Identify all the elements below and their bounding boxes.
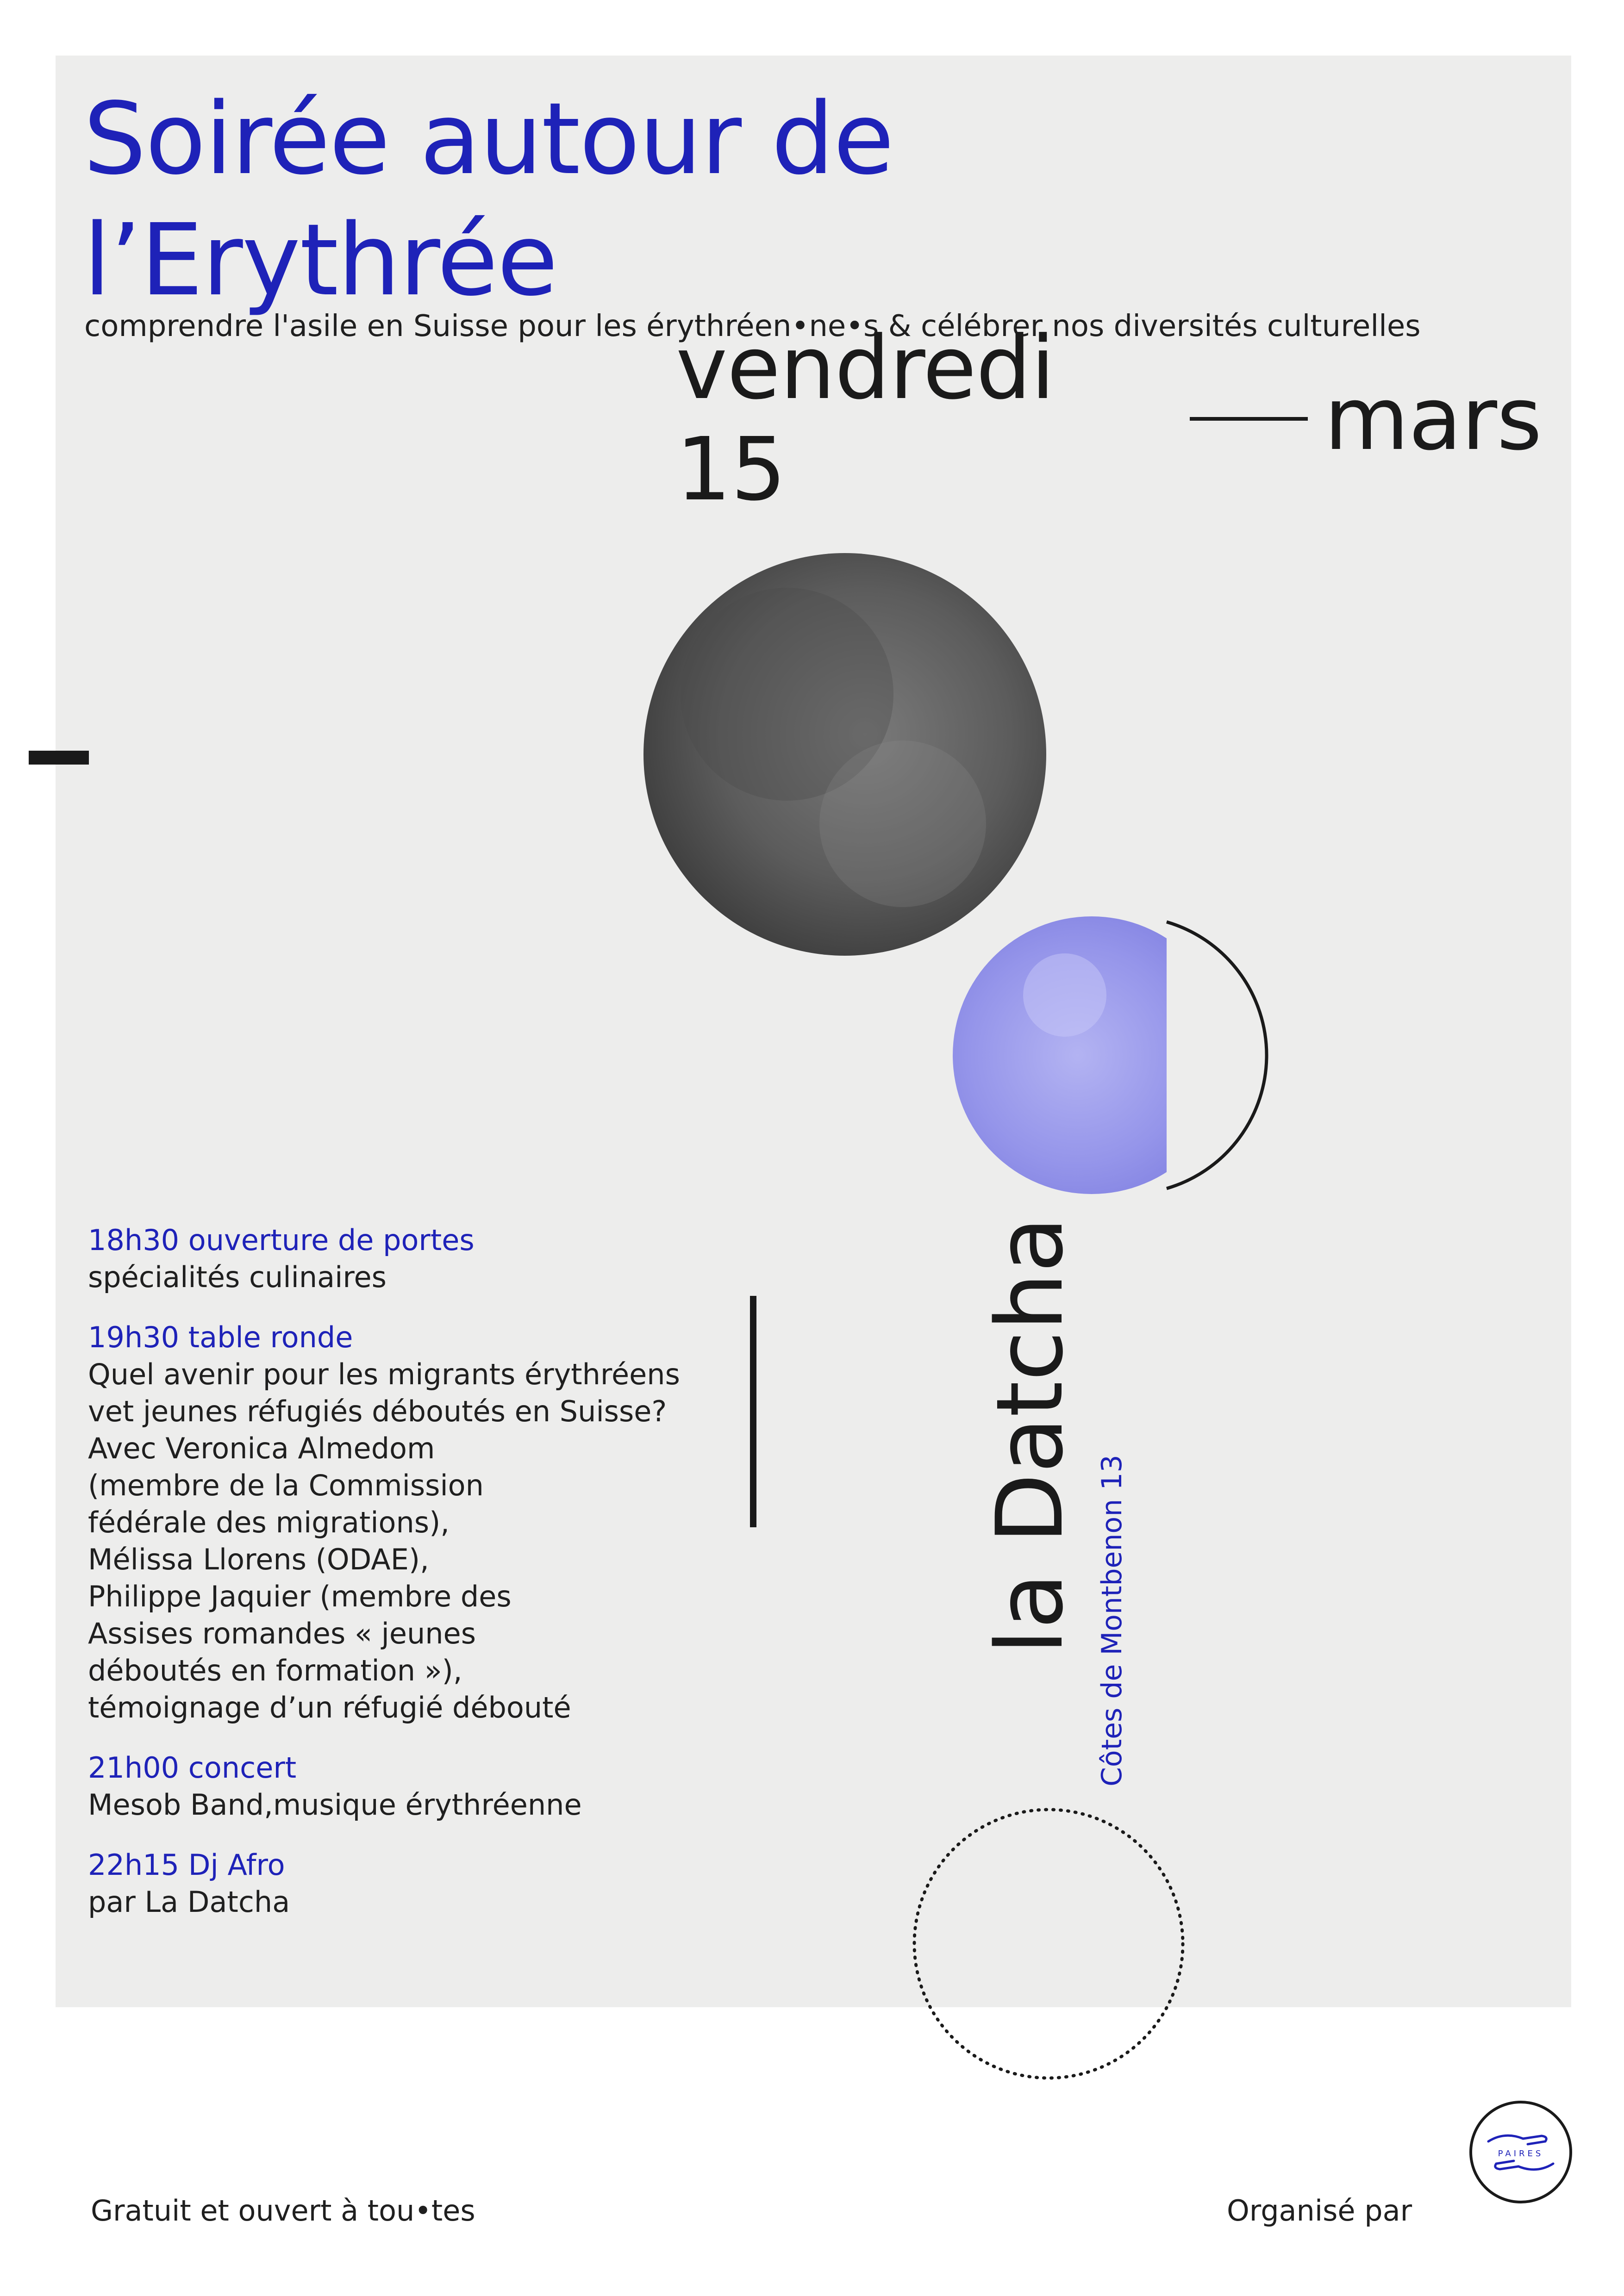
outline-half-circle [1167, 922, 1267, 1188]
program-line: déboutés en formation »), [88, 1654, 462, 1687]
program-item [88, 1319, 736, 1726]
program-line: Mélissa Llorens (ODAE), [88, 1543, 429, 1576]
program-time: 22h15 Dj Afro [88, 1848, 285, 1882]
program-time: 18h30 ouverture de portes [88, 1223, 475, 1257]
logo-text: PAIRES [1498, 2149, 1544, 2159]
program-line: Philippe Jaquier (membre des [88, 1580, 512, 1613]
organizer-label: Organisé par [1227, 2194, 1412, 2228]
venue-name: la Datcha [976, 1216, 1083, 1655]
title-line-2: l’Erythrée [83, 203, 557, 318]
program-line: Avec Veronica Almedom [88, 1431, 435, 1465]
program-time: 21h00 concert [88, 1751, 297, 1785]
date-day: vendredi 15 [676, 317, 1055, 520]
program-line: par La Datcha [88, 1885, 290, 1919]
program-description [88, 1786, 736, 1823]
program-description [88, 1884, 736, 1921]
dotted-circle [914, 1810, 1183, 2078]
program-line: spécialités culinaires [88, 1260, 387, 1294]
violet-watercolor-half-circle [953, 916, 1230, 1194]
venue-address: Côtes de Montbenon 13 [1096, 1455, 1128, 1786]
program-line: Mesob Band,musique érythréenne [88, 1788, 582, 1822]
program-item [88, 1847, 736, 1921]
program-line: Assises romandes « jeunes [88, 1617, 476, 1650]
venue-name-block [976, 1159, 1083, 1655]
program-list [88, 1222, 736, 1944]
program-item [88, 1749, 736, 1823]
program-line: témoignage d’un réfugié débouté [88, 1691, 571, 1724]
program-line: (membre de la Commission [88, 1468, 484, 1502]
date-month: mars [1324, 368, 1542, 470]
venue-address-block [1093, 1416, 1131, 1786]
program-description [88, 1259, 736, 1296]
event-subtitle: comprendre l'asile en Suisse pour les érythréen•ne•s & célébrer nos diversités culturelles [84, 309, 1421, 343]
program-line: Quel avenir pour les migrants érythréens [88, 1357, 680, 1391]
program-item [88, 1222, 736, 1296]
program-description [88, 1356, 736, 1726]
program-time: 19h30 table ronde [88, 1320, 353, 1354]
program-line: vet jeunes réfugiés déboutés en Suisse? [88, 1394, 667, 1428]
vertical-rule [750, 1296, 756, 1527]
free-entry-note: Gratuit et ouvert à tou•tes [91, 2194, 475, 2228]
program-line: fédérale des migrations), [88, 1506, 450, 1539]
title-line-1: Soirée autour de [83, 81, 893, 197]
paires-logo [1468, 2099, 1574, 2205]
